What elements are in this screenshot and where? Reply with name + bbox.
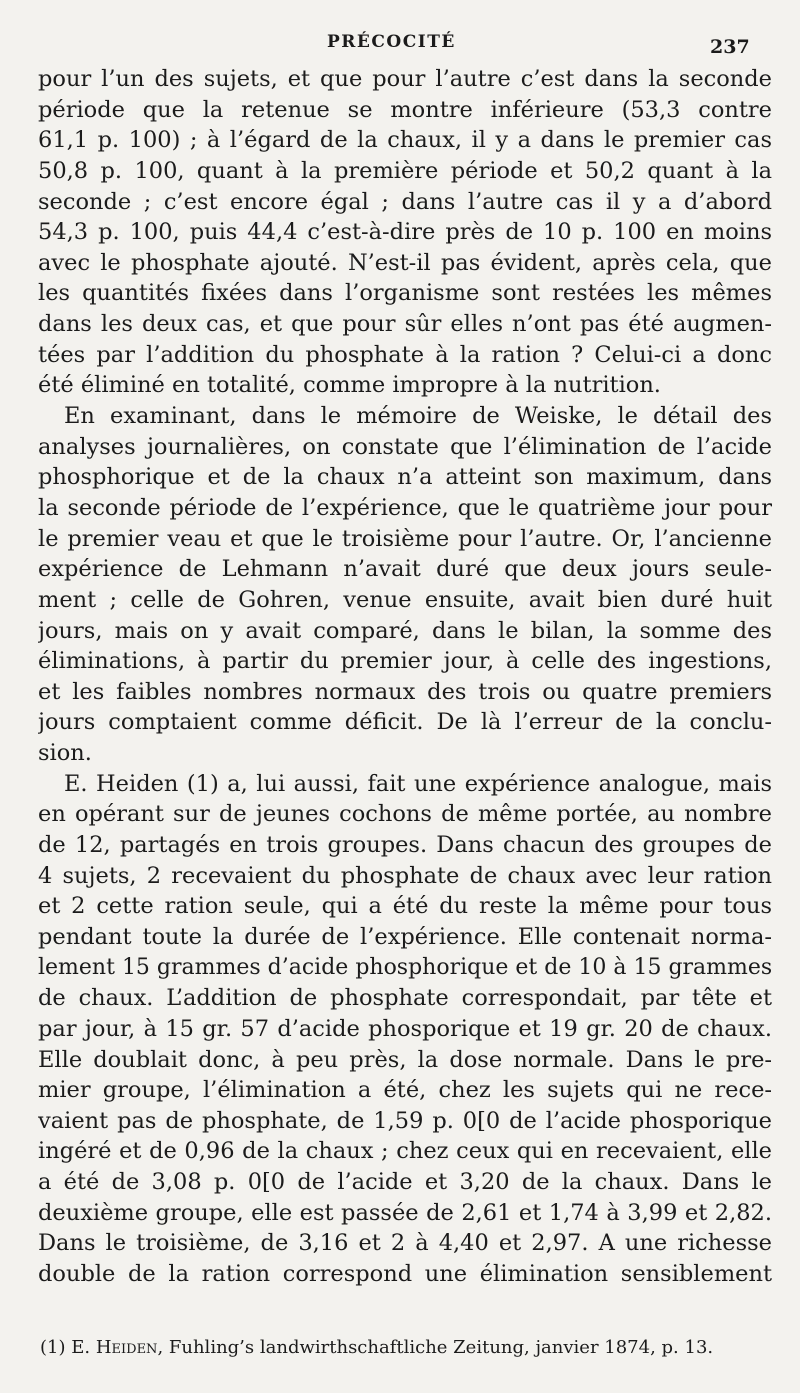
text-line: dans les deux cas, et que pour sûr elles n’ont pas été augmen- xyxy=(38,311,772,338)
text-line: la seconde période de l’expérience, que le quatrième jour pour xyxy=(38,494,772,521)
text-line: éliminations, à partir du premier jour, à celle des ingestions, xyxy=(38,648,772,675)
text-line: deuxième groupe, elle est passée de 2,61 et 1,74 à 3,99 et 2,82. xyxy=(38,1199,772,1226)
text-line: pour l’un des sujets, et que pour l’autre c’est dans la seconde xyxy=(38,66,772,92)
text-line: double de la ration correspond une élimination sensiblement xyxy=(38,1260,772,1287)
text-line: ment ; celle de Gohren, venue ensuite, avait bien duré huit xyxy=(38,586,772,613)
text-line: pendant toute la durée de l’expérience. Elle contenait norma- xyxy=(38,923,772,950)
text-line: Elle doublait donc, à peu près, la dose normale. Dans le pre- xyxy=(38,1046,772,1073)
text-line: seconde ; c’est encore égal ; dans l’autre cas il y a d’abord xyxy=(38,188,772,215)
text-line: phosphorique et de la chaux n’a atteint son maximum, dans xyxy=(38,464,772,491)
text-line: de chaux. L’addition de phosphate correspondait, par tête et xyxy=(38,985,772,1012)
text-line: le premier veau et que le troisième pour l’autre. Or, l’ancienne xyxy=(38,525,772,552)
text-line: E. Heiden (1) a, lui aussi, fait une expérience analogue, mais xyxy=(64,770,772,797)
text-line: de 12, partagés en trois groupes. Dans chacun des groupes de xyxy=(38,832,772,859)
footnote-author: E. Heiden xyxy=(71,1337,158,1358)
text-line: les quantités fixées dans l’organisme sont restées les mêmes xyxy=(38,280,772,307)
text-line: ingéré et de 0,96 de la chaux ; chez ceux qui en recevaient, elle xyxy=(38,1138,772,1165)
footnote-citation: , Fuhling’s landwirthschaftliche Zeitung, janvier 1874, p. 13. xyxy=(157,1337,714,1358)
text-line: mier groupe, l’élimination a été, chez les sujets qui ne rece- xyxy=(38,1077,772,1104)
page-number: 237 xyxy=(710,36,750,58)
text-line: expérience de Lehmann n’avait duré que deux jours seule- xyxy=(38,556,772,583)
footnote-marker: (1) xyxy=(40,1337,66,1358)
text-line: tées par l’addition du phosphate à la ration ? Celui-ci a donc xyxy=(38,341,772,368)
footnote xyxy=(40,1333,770,1363)
page-title: PRÉCOCITÉ xyxy=(327,32,456,52)
text-line: 4 sujets, 2 recevaient du phosphate de chaux avec leur ration xyxy=(38,862,772,889)
text-line: et les faibles nombres normaux des trois ou quatre premiers xyxy=(38,678,772,705)
text-line: été éliminé en totalité, comme impropre à la nutrition. xyxy=(38,372,661,399)
text-line: jours comptaient comme déficit. De là l’erreur de la conclu- xyxy=(38,709,772,736)
text-line: par jour, à 15 gr. 57 d’acide phosporique et 19 gr. 20 de chaux. xyxy=(38,1015,772,1042)
text-line: avec le phosphate ajouté. N’est-il pas évident, après cela, que xyxy=(38,249,772,276)
text-line: sion. xyxy=(38,740,92,767)
text-line: a été de 3,08 p. 0[0 de l’acide et 3,20 de la chaux. Dans le xyxy=(38,1169,772,1196)
body-text xyxy=(38,64,772,1290)
text-line: lement 15 grammes d’acide phosphorique et de 10 à 15 grammes xyxy=(38,954,772,980)
text-line: 50,8 p. 100, quant à la première période et 50,2 quant à la xyxy=(38,157,772,184)
text-line: Dans le troisième, de 3,16 et 2 à 4,40 et 2,97. A une richesse xyxy=(38,1230,772,1257)
text-line: 61,1 p. 100) ; à l’égard de la chaux, il y a dans le premier cas xyxy=(38,127,772,154)
text-line: jours, mais on y avait comparé, dans le bilan, la somme des xyxy=(38,617,772,644)
text-line: période que la retenue se montre inférieure (53,3 contre xyxy=(38,96,772,123)
text-line: 54,3 p. 100, puis 44,4 c’est-à-dire près de 10 p. 100 en moins xyxy=(38,219,772,246)
text-line: et 2 cette ration seule, qui a été du reste la même pour tous xyxy=(38,893,772,920)
text-line: analyses journalières, on constate que l’élimination de l’acide xyxy=(38,433,772,460)
running-head xyxy=(0,30,800,60)
text-line: vaient pas de phosphate, de 1,59 p. 0[0 de l’acide phosporique xyxy=(38,1107,772,1134)
text-line: En examinant, dans le mémoire de Weiske, le détail des xyxy=(64,403,772,430)
text-line: en opérant sur de jeunes cochons de même portée, au nombre xyxy=(38,801,772,828)
